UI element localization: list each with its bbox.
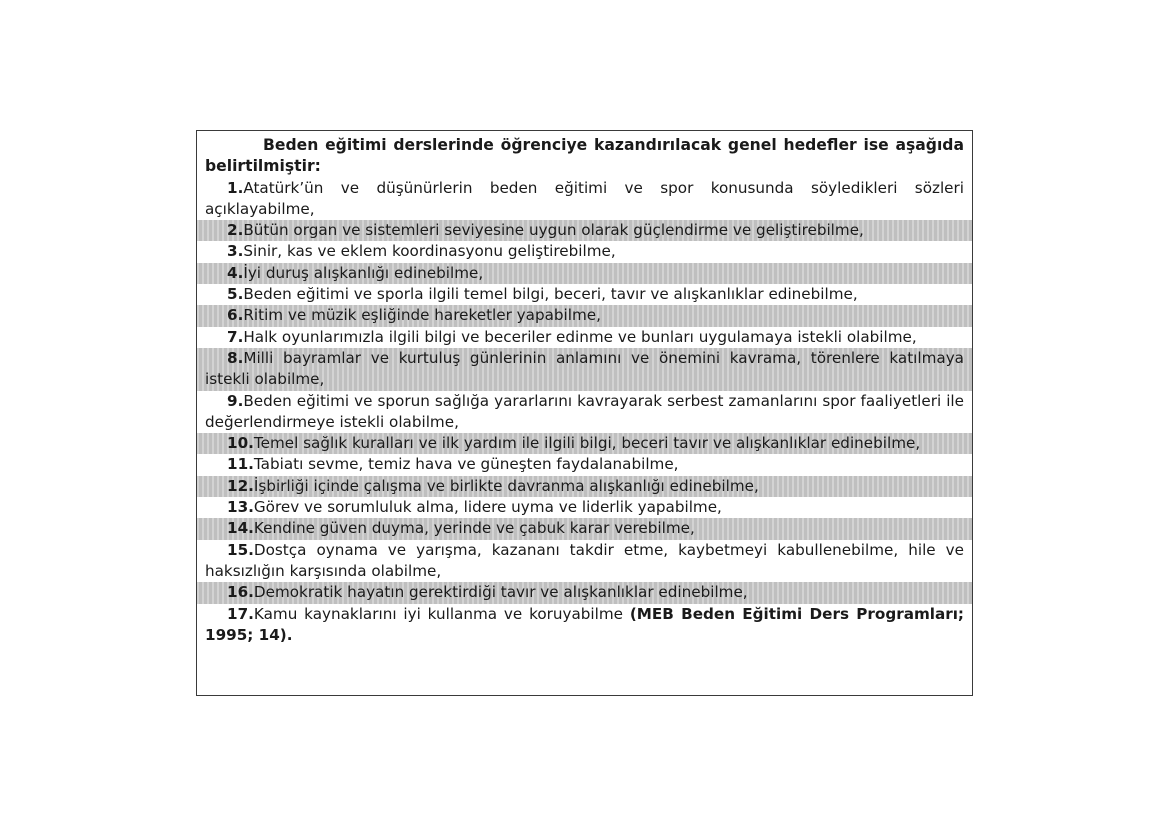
list-item [197, 348, 972, 391]
item-text: Beden eğitimi ve sporun sağlığa yararlarını kavrayarak serbest zamanlarını spor faaliyetleri ile değerlendirmeye istekli olabilme, [205, 391, 964, 431]
item-number: 16. [227, 583, 254, 602]
item-text: Bütün organ ve sistemleri seviyesine uygun olarak güçlendirme ve geliştirebilme, [243, 221, 864, 240]
list-item [197, 327, 972, 348]
list-item [197, 391, 972, 434]
list-item [197, 284, 972, 305]
item-number: 15. [227, 540, 254, 559]
document-heading: Beden eğitimi derslerinde öğrenciye kazandırılacak genel hedefler ise aşağıda belirtilmiştir: [205, 136, 964, 176]
item-number: 13. [227, 498, 254, 517]
list-item [197, 497, 972, 518]
list-item [197, 263, 972, 284]
list-item [197, 305, 972, 326]
list-item [197, 220, 972, 241]
item-text: Atatürk’ün ve düşünürlerin beden eğitimi ve spor konusunda söyledikleri sözleri açıklayabilme, [205, 178, 964, 218]
item-text: Kendine güven duyma, yerinde ve çabuk karar verebilme, [253, 519, 695, 538]
list-item [197, 582, 972, 603]
item-number: 6. [227, 306, 244, 325]
item-text: Sinir, kas ve eklem koordinasyonu geliştirebilme, [243, 242, 616, 261]
list-item [197, 476, 972, 497]
item-number: 12. [227, 476, 254, 495]
objectives-document [196, 130, 973, 696]
item-number: 8. [227, 348, 244, 367]
list-item [197, 433, 972, 454]
item-text: Tabiatı sevme, temiz hava ve güneşten faydalanabilme, [253, 455, 679, 474]
item-number: 14. [227, 519, 254, 538]
item-text: Temel sağlık kuralları ve ilk yardım ile ilgili bilgi, beceri tavır ve alışkanlıklar edinebilme, [253, 434, 921, 453]
item-number: 17. [227, 604, 254, 623]
item-text: Ritim ve müzik eşliğinde hareketler yapabilme, [243, 306, 601, 325]
item-text: Görev ve sorumluluk alma, lidere uyma ve liderlik yapabilme, [253, 498, 722, 517]
item-number: 2. [227, 221, 244, 240]
item-text: Demokratik hayatın gerektirdiği tavır ve alışkanlıklar edinebilme, [253, 583, 748, 602]
item-number: 5. [227, 285, 244, 304]
list-item [197, 540, 972, 583]
item-text: İyi duruş alışkanlığı edinebilme, [243, 263, 484, 282]
list-item [197, 604, 972, 647]
list-item [197, 454, 972, 475]
item-text: Halk oyunlarımızla ilgili bilgi ve beceriler edinme ve bunları uygulamaya istekli olabilme, [243, 327, 917, 346]
item-text: Dostça oynama ve yarışma, kazananı takdir etme, kaybetmeyi kabullenebilme, hile ve haksızlığın karşısında olabilme, [205, 540, 964, 580]
citation: (MEB Beden Eğitimi Ders Programları; 1995; 14). [205, 604, 964, 644]
item-number: 11. [227, 455, 254, 474]
item-number: 1. [227, 178, 244, 197]
item-number: 3. [227, 242, 244, 261]
list-item [197, 178, 972, 221]
item-text: İşbirliği içinde çalışma ve birlikte davranma alışkanlığı edinebilme, [253, 476, 759, 495]
item-text: Beden eğitimi ve sporla ilgili temel bilgi, beceri, tavır ve alışkanlıklar edinebilme, [243, 285, 858, 304]
list-item [197, 241, 972, 262]
item-number: 9. [227, 391, 244, 410]
item-text: Milli bayramlar ve kurtuluş günlerinin anlamını ve önemini kavrama, törenlere katılmaya istekli olabilme, [205, 348, 964, 389]
list-item [197, 518, 972, 539]
item-text: Kamu kaynaklarını iyi kullanma ve koruyabilme [253, 604, 630, 623]
item-number: 10. [227, 434, 254, 453]
item-number: 4. [227, 263, 244, 282]
item-number: 7. [227, 327, 244, 346]
